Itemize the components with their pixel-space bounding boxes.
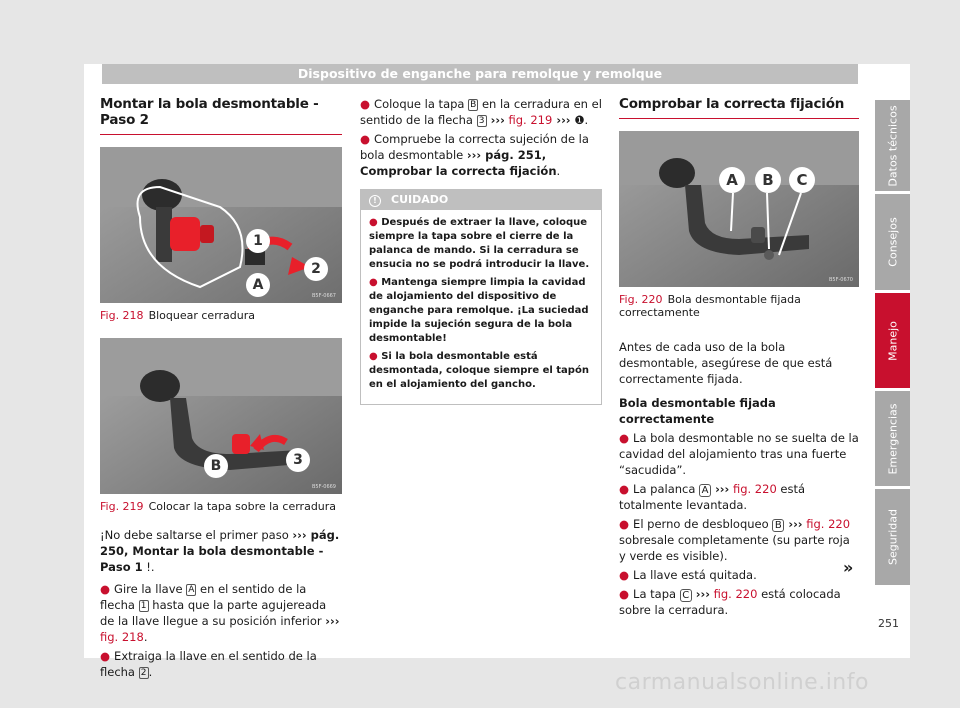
bullet-dot: ●	[100, 649, 111, 663]
tab-seguridad[interactable]	[875, 489, 910, 585]
ref-text: fig. 220	[709, 587, 758, 601]
text: Gire la llave	[114, 582, 187, 596]
chapter-tabs	[875, 100, 910, 588]
figure-218	[100, 147, 342, 303]
text: está colocada sobre la cerradura.	[619, 587, 841, 617]
bullet-dot: ●	[619, 517, 630, 531]
ref-text: fig. 219	[504, 113, 553, 127]
page-number: 251	[878, 617, 899, 630]
link-fig-220[interactable]	[784, 517, 850, 531]
key-label: C	[680, 589, 692, 602]
caution-title: CUIDADO	[391, 193, 449, 206]
callout-A: A	[719, 167, 745, 193]
figure-220-illustration	[619, 131, 859, 287]
arrow: ›››	[784, 517, 803, 531]
arrow: ›››	[486, 113, 505, 127]
text: La llave está quitada.	[633, 568, 757, 582]
intro-paragraph	[100, 527, 342, 575]
callout-B: B	[204, 454, 228, 478]
caution-header	[361, 190, 601, 210]
ref-text: fig. 220	[802, 517, 851, 531]
figure-219	[100, 338, 342, 494]
bullet-dot: ●	[360, 132, 371, 146]
key-label: A	[699, 484, 711, 497]
section-title-mount-step2: Montar la bola desmontable - Paso 2	[100, 96, 342, 135]
watermark: carmanualsonline.info	[615, 670, 869, 695]
arrow: ›››	[292, 528, 307, 542]
arrow-number: 3	[477, 115, 487, 127]
ref-text: pág. 250, Montar la bola desmontable - Paso 1	[100, 528, 340, 574]
key-label: B	[772, 519, 784, 532]
tab-datos-tecnicos[interactable]	[875, 100, 910, 191]
list-item	[619, 586, 859, 618]
text: ¡No debe saltarse el primer paso	[100, 528, 293, 542]
text: en el sentido de la flecha	[100, 582, 307, 612]
callout-1: 1	[246, 229, 270, 253]
figure-220	[619, 131, 859, 287]
text: en la cerradura en el sentido de la flecha	[360, 97, 602, 127]
figure-218-illustration	[100, 147, 342, 303]
caution-text: Si la bola desmontable está desmontada, coloque siempre el tapón en el alojamiento del gancho.	[369, 351, 589, 390]
tab-label: Emergencias	[886, 402, 899, 475]
text: .	[556, 164, 561, 178]
arrow: ›››	[711, 482, 730, 496]
caution-item	[369, 216, 593, 272]
bullet-dot: ●	[360, 97, 371, 111]
link-fig-220[interactable]	[711, 482, 777, 496]
list-item	[100, 581, 342, 645]
column-3	[619, 96, 859, 618]
list-item	[360, 96, 602, 128]
caption-text: Bloquear cerradura	[148, 309, 256, 322]
text: La bola desmontable no se suelta de la cavidad del alojamiento tras una fuerte “sacudida”.	[619, 431, 859, 477]
text: La palanca	[633, 482, 700, 496]
bullet-dot: ●	[369, 351, 382, 362]
figure-code: B5F-0667	[311, 293, 336, 299]
arrow: ›››	[325, 614, 340, 628]
warning-ref: ❶.	[570, 113, 589, 127]
tab-label: Consejos	[886, 217, 899, 267]
text: Extraiga la llave en el sentido de la flecha	[100, 649, 317, 679]
link-fig-219[interactable]	[487, 113, 553, 127]
arrow-number: 2	[139, 667, 149, 679]
tab-label: Datos técnicos	[886, 104, 899, 187]
bullet-dot: ●	[369, 277, 382, 288]
figure-label: Fig. 219	[100, 500, 144, 513]
link-fig-220[interactable]	[692, 587, 758, 601]
bullet-dot: ●	[619, 568, 630, 582]
tab-label: Seguridad	[886, 509, 899, 565]
chapter-header: Dispositivo de enganche para remolque y remolque	[102, 64, 858, 84]
tab-emergencias[interactable]	[875, 391, 910, 486]
bullet-dot: ●	[619, 587, 630, 601]
list-item	[619, 567, 859, 583]
continue-mark: »	[843, 558, 854, 577]
list-item	[360, 131, 602, 179]
ref-text: fig. 218	[100, 630, 144, 644]
list-item	[100, 648, 342, 680]
figure-code: B5F-0669	[311, 484, 336, 490]
column-2	[360, 96, 602, 405]
caution-item	[369, 350, 593, 392]
key-label: A	[188, 585, 195, 595]
figure-219-caption	[100, 500, 342, 513]
figure-code: B5F-0670	[828, 277, 853, 283]
text: La tapa	[633, 587, 680, 601]
column-1	[100, 96, 342, 680]
figure-label: Fig. 218	[100, 309, 144, 322]
caution-text: Mantenga siempre limpia la cavidad de alojamiento del dispositivo de enganche para remolque. ¡La suciedad impide la sujeción segura de la bola desmontable!	[369, 277, 589, 344]
ref-text: pág. 251, Comprobar la correcta fijación	[360, 148, 557, 178]
callout-2: 2	[304, 257, 328, 281]
caution-text: Después de extraer la llave, coloque siempre la tapa sobre el cierre de la palanca de mando. Si la cerradura se ensucia no se podrá introducir la llave.	[369, 217, 590, 270]
subheading: Bola desmontable fijada correctamente	[619, 396, 776, 426]
text: .	[143, 630, 148, 644]
bullet-dot: ●	[369, 217, 382, 228]
callout-B: B	[755, 167, 781, 193]
list-item	[619, 481, 859, 513]
text: .	[148, 665, 153, 679]
caution-icon: !	[369, 195, 381, 207]
callout-3: 3	[286, 448, 310, 472]
ref-text: fig. 220	[729, 482, 777, 496]
arrow: ›››	[466, 148, 482, 162]
key-label: B	[470, 100, 477, 110]
caution-box	[360, 189, 602, 405]
arrow: ›››	[691, 587, 710, 601]
bullet-dot: ●	[619, 431, 630, 445]
tab-label: Manejo	[886, 320, 899, 361]
callout-C: C	[789, 167, 815, 193]
list-item	[619, 430, 859, 478]
tab-consejos[interactable]	[875, 194, 910, 290]
figure-218-caption	[100, 309, 342, 322]
text: !.	[142, 560, 155, 574]
arrow: ›››	[552, 113, 571, 127]
caution-item	[369, 276, 593, 346]
caption-text: Bola desmontable fijada correctamente	[619, 293, 801, 319]
bullet-dot: ●	[619, 482, 630, 496]
callout-A: A	[246, 273, 270, 297]
caution-body	[361, 210, 601, 404]
bullet-dot: ●	[100, 582, 111, 596]
text: El perno de desbloqueo	[633, 517, 773, 531]
text: hasta que la parte agujereada de la llave llegue a su posición inferior	[100, 598, 327, 628]
caption-text: Colocar la tapa sobre la cerradura	[148, 500, 337, 513]
text: está totalmente levantada.	[619, 482, 806, 512]
section-title-check: Comprobar la correcta fijación	[619, 96, 859, 119]
list-item	[619, 516, 859, 564]
text: sobresale completamente (su parte roja y verde es visible).	[619, 533, 850, 563]
tab-manejo[interactable]	[875, 293, 910, 388]
text: Compruebe la correcta sujeción de la bola desmontable	[360, 132, 589, 162]
arrow-number: 1	[139, 600, 149, 612]
figure-220-caption	[619, 293, 859, 319]
intro-paragraph: Antes de cada uso de la bola desmontable, asegúrese de que está correctamente fijada.	[619, 340, 833, 386]
figure-label: Fig. 220	[619, 293, 663, 306]
text: Coloque la tapa	[374, 97, 469, 111]
